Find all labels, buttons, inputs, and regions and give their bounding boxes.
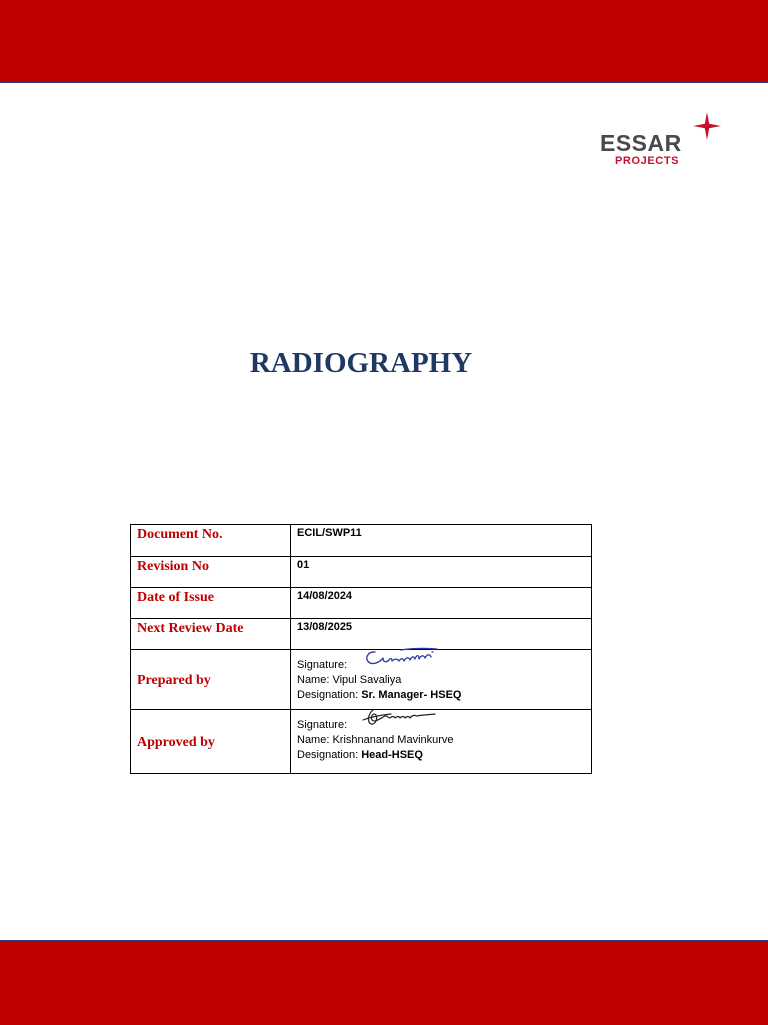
- approved-by-label: Approved by: [137, 734, 215, 750]
- revision-no-value: 01: [297, 559, 310, 571]
- approver-designation: Head-HSEQ: [361, 749, 423, 761]
- essar-plus-icon: [693, 112, 721, 140]
- header-band: [0, 0, 768, 83]
- table-row: [131, 557, 592, 588]
- table-label-cell: [131, 650, 291, 710]
- signature-label: Signature:: [297, 659, 348, 671]
- document-control-table: [130, 524, 592, 774]
- prepared-by-details: [297, 650, 585, 703]
- signature-line: [297, 658, 585, 673]
- company-logo: [596, 112, 726, 172]
- table-value-cell: [291, 619, 592, 650]
- table-row: [131, 619, 592, 650]
- next-review-date-label: Next Review Date: [137, 621, 244, 636]
- revision-no-label: Revision No: [137, 559, 209, 574]
- table-label-cell: [131, 710, 291, 774]
- logo-subtitle: PROJECTS: [615, 155, 680, 167]
- table-row: [131, 588, 592, 619]
- next-review-date-value: 13/08/2025: [297, 621, 353, 633]
- prepared-by-label: Prepared by: [137, 672, 211, 688]
- name-label: Name:: [297, 674, 330, 686]
- table-row: [131, 710, 592, 774]
- signature-label: Signature:: [297, 719, 348, 731]
- name-label: Name:: [297, 734, 330, 746]
- preparer-name: Vipul Savaliya: [332, 674, 402, 686]
- designation-label: Designation:: [297, 749, 359, 761]
- date-of-issue-label: Date of Issue: [137, 590, 214, 605]
- designation-label: Designation:: [297, 689, 359, 701]
- name-line: [297, 733, 585, 748]
- signature-image: [361, 646, 441, 672]
- designation-line: [297, 748, 585, 763]
- table-value-cell: [291, 650, 592, 710]
- logo-wordmark: ESSAR: [600, 130, 682, 156]
- signature-image: [361, 706, 441, 732]
- designation-line: [297, 688, 585, 703]
- table-row: [131, 525, 592, 557]
- table-row: [131, 650, 592, 710]
- table-value-cell: [291, 710, 592, 774]
- document-no-label: Document No.: [137, 527, 223, 542]
- table-value-cell: [291, 588, 592, 619]
- footer-band: [0, 940, 768, 1025]
- preparer-designation: Sr. Manager- HSEQ: [361, 689, 462, 701]
- table-label-cell: [131, 557, 291, 588]
- table-label-cell: [131, 619, 291, 650]
- table-label-cell: [131, 525, 291, 557]
- approved-by-details: [297, 710, 585, 763]
- date-of-issue-value: 14/08/2024: [297, 590, 353, 602]
- approver-name: Krishnanand Mavinkurve: [332, 734, 454, 746]
- table-value-cell: [291, 525, 592, 557]
- table-value-cell: [291, 557, 592, 588]
- document-no-value: ECIL/SWP11: [297, 527, 362, 539]
- table-label-cell: [131, 588, 291, 619]
- name-line: [297, 673, 585, 688]
- document-title: RADIOGRAPHY: [249, 347, 473, 379]
- signature-line: [297, 718, 585, 733]
